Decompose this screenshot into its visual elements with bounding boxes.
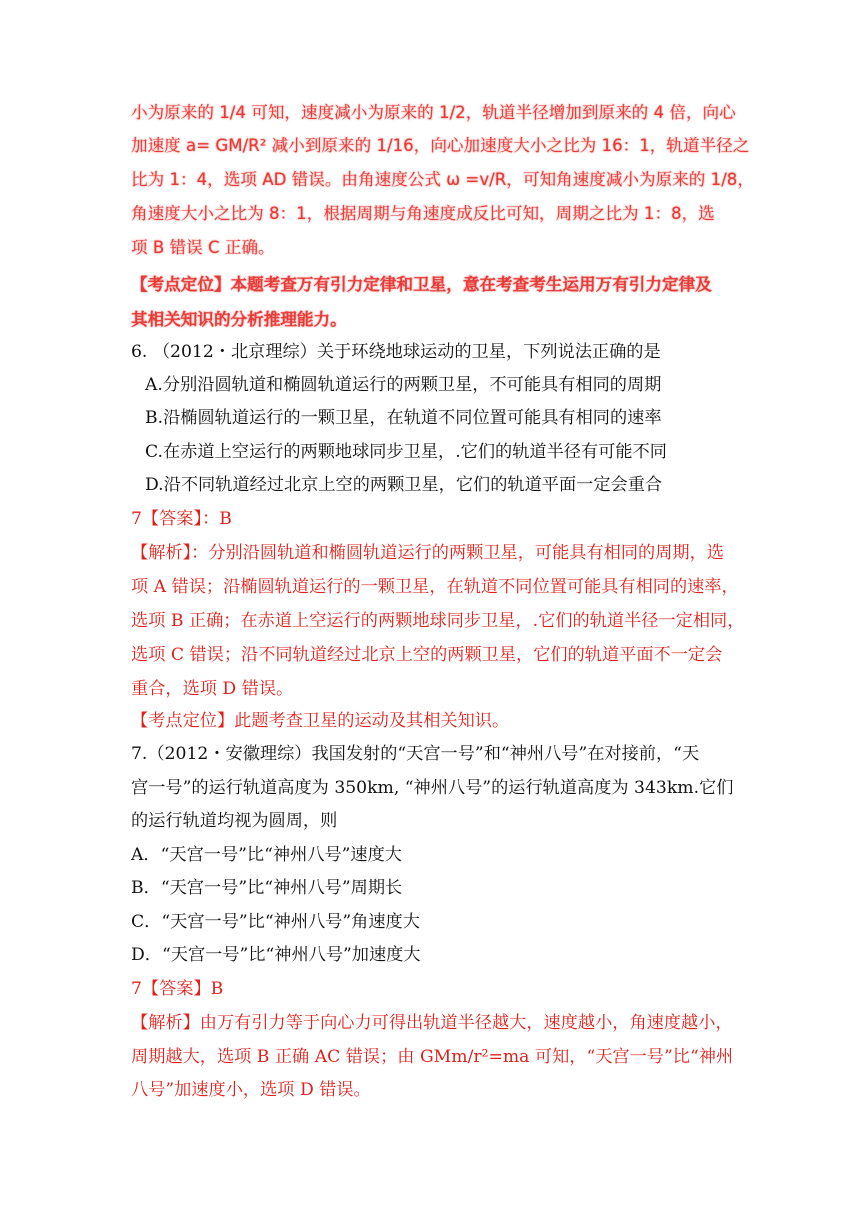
question-7-option-d: D．“天宫一号”比“神州八号”加速度大 [131, 945, 421, 965]
question-7-stem-line: 的运行轨道均视为圆周，则 [131, 811, 338, 831]
question-6-stem: 6. （2012・北京理综）关于环绕地球运动的卫星，下列说法正确的是 [131, 342, 661, 362]
question-6-analysis-line: 项 A 错误；沿椭圆轨道运行的一颗卫星，在轨道不同位置可能具有相同的速率， [131, 577, 739, 597]
solution-line: 比为 1：4，选项 AD 错误。由角速度公式 ω =v/R，可知角速度减小为原来的 1/8， [131, 170, 754, 189]
question-6-option-c: C.在赤道上空运行的两颗地球同步卫星，.它们的轨道半径有可能不同 [145, 442, 667, 462]
question-6-analysis-line: 选项 C 错误；沿不同轨道经过北京上空的两颗卫星，它们的轨道平面不一定会 [131, 645, 723, 665]
solution-line: 项 B 错误 C 正确。 [131, 238, 275, 257]
question-6-option-d: D.沿不同轨道经过北京上空的两颗卫星，它们的轨道平面一定会重合 [145, 475, 663, 495]
question-7-answer: 7【答案】B [131, 979, 224, 999]
question-6-analysis-line: 【解析】：分别沿圆轨道和椭圆轨道运行的两颗卫星，可能具有相同的周期，选 [131, 543, 724, 563]
question-6-option-b: B.沿椭圆轨道运行的一颗卫星，在轨道不同位置可能具有相同的速率 [145, 408, 662, 428]
question-6-analysis-line: 选项 B 正确；在赤道上空运行的两颗地球同步卫星，.它们的轨道半径一定相同， [131, 611, 745, 631]
question-7-option-b: B．“天宫一号”比“神州八号”周期长 [131, 878, 403, 898]
question-7-option-a: A．“天宫一号”比“神州八号”速度大 [131, 845, 402, 865]
question-7-analysis-line: 八号”加速度小，选项 D 错误。 [131, 1080, 371, 1100]
question-7-analysis-line: 周期越大，选项 B 正确 AC 错误；由 GMm/r²=ma 可知，“天宫一号”比“神州 [131, 1047, 734, 1067]
solution-line: 小为原来的 1/4 可知，速度减小为原来的 1/2，轨道半径增加到原来的 4 倍，向心 [131, 103, 736, 122]
key-point-line: 【考点定位】本题考查万有引力定律和卫星，意在考查考生运用万有引力定律及 [131, 275, 712, 294]
question-7-analysis-line: 【解析】由万有引力等于向心力可得出轨道半径越大，速度越小，角速度越小， [131, 1013, 733, 1033]
question-6-analysis-line: 重合，选项 D 错误。 [131, 679, 294, 699]
question-6-key-point: 【考点定位】此题考查卫星的运动及其相关知识。 [131, 711, 510, 731]
question-7-option-c: C．“天宫一号”比“神州八号”角速度大 [131, 912, 420, 932]
solution-line: 角速度大小之比为 8：1，根据周期与角速度成反比可知，周期之比为 1：8，选 [131, 204, 715, 223]
question-7-stem-line: 宫一号”的运行轨道高度为 350km, “神州八号”的运行轨道高度为 343km.它们 [131, 778, 734, 798]
key-point-line: 其相关知识的分析推理能力。 [131, 310, 347, 329]
question-7-stem-line: 7.（2012・安徽理综）我国发射的“天宫一号”和“神州八号”在对接前，“天 [131, 744, 700, 764]
question-6-answer: 7【答案】：B [131, 509, 232, 529]
question-6-option-a: A.分别沿圆轨道和椭圆轨道运行的两颗卫星，不可能具有相同的周期 [145, 375, 662, 395]
solution-line: 加速度 a= GM/R² 减小到原来的 1/16，向心加速度大小之比为 16：1，轨道半径之 [131, 136, 750, 155]
